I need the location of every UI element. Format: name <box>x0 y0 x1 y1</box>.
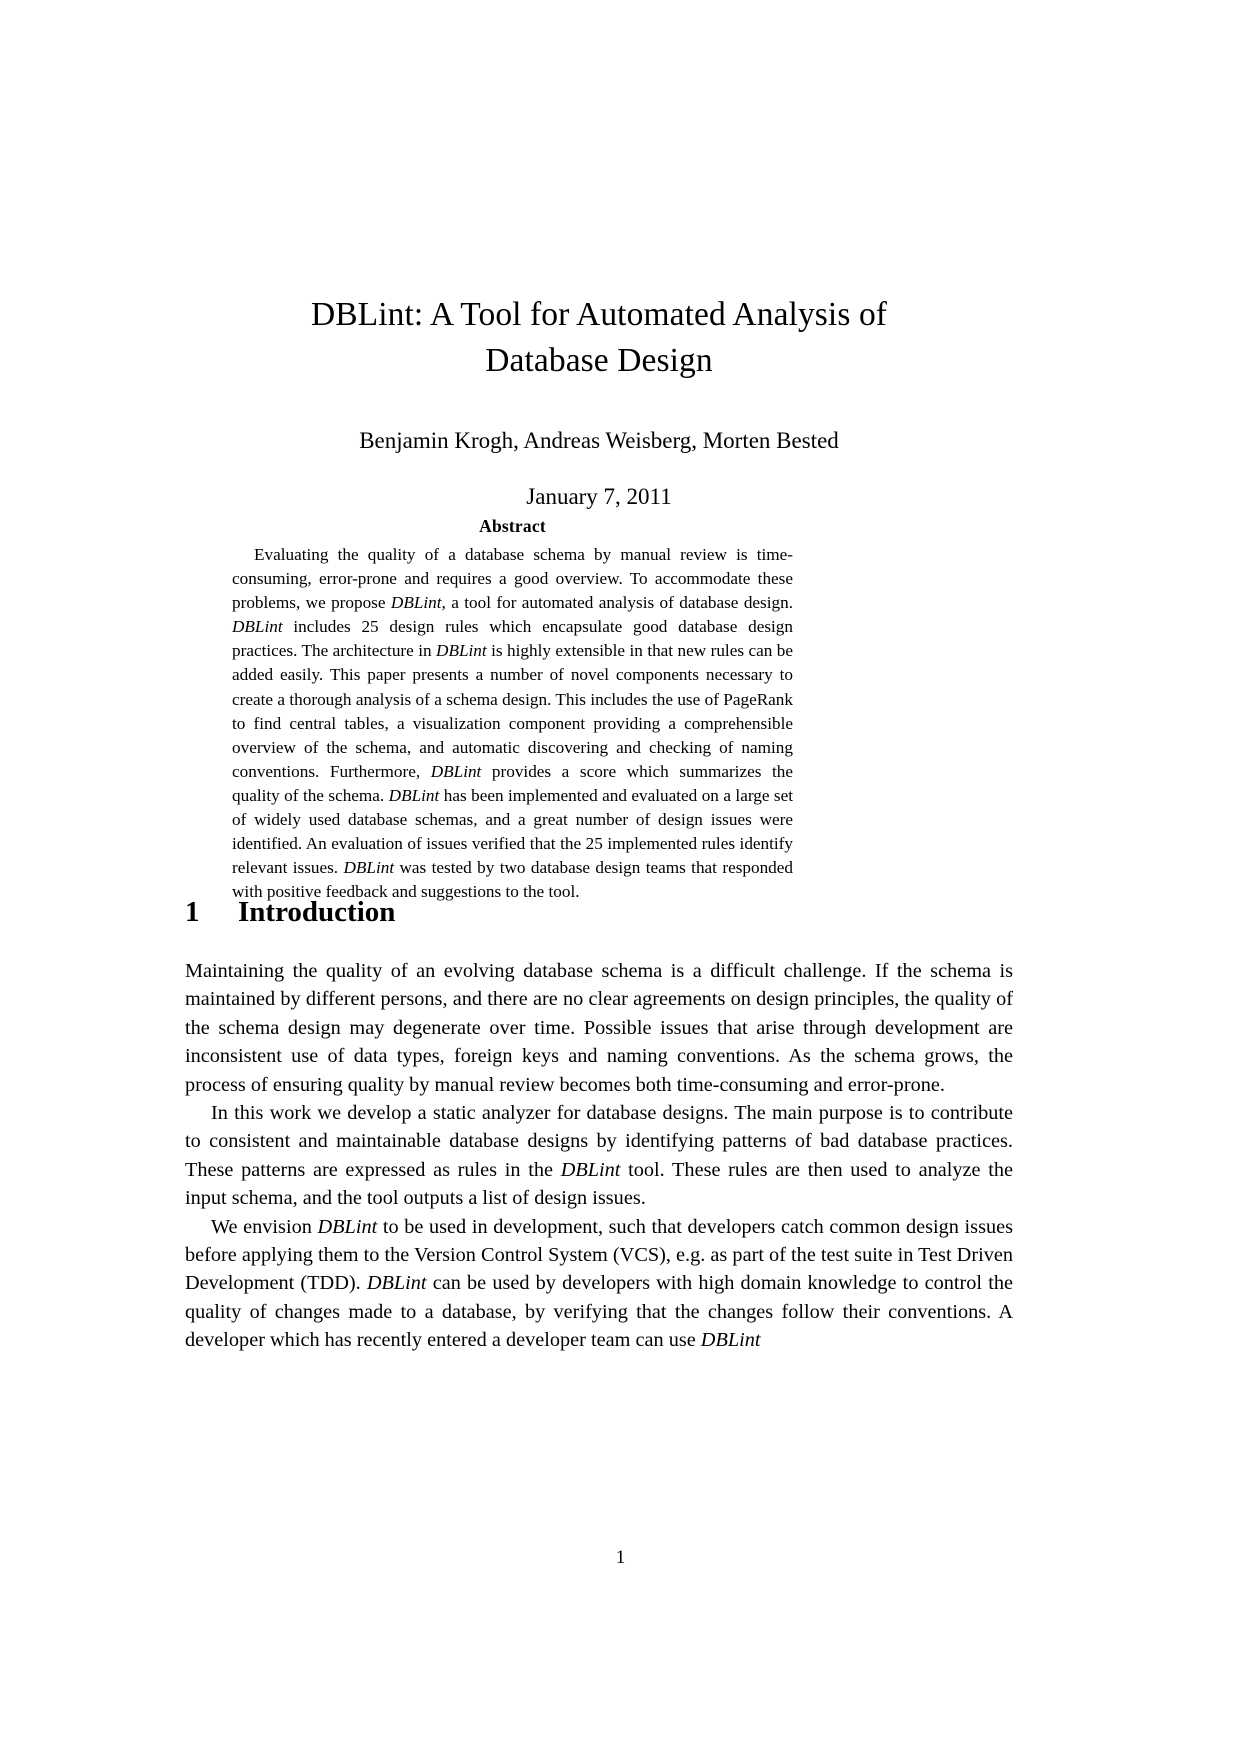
paragraph-3 <box>185 1213 1013 1355</box>
abstract-body <box>232 543 793 904</box>
tool-name-mention: DBLint <box>700 1329 761 1352</box>
author-list: Benjamin Krogh, Andreas Weisberg, Morten Bested <box>359 428 839 453</box>
title-line-2: Database Design <box>485 342 713 379</box>
tool-name-mention: DBLint <box>343 858 395 878</box>
paragraph-1: Maintaining the quality of an evolving database schema is a difficult challenge. If the schema is maintained by different persons, and there are no clear agreements on design principles, the quality of the schema design may degenerate over time. Possible issues that arise through development are inconsistent use of data types, foreign keys and naming conventions. As the schema grows, the process of ensuring quality by manual review becomes both time-consuming and error-prone. <box>185 960 1013 1096</box>
abstract-heading: Abstract <box>479 516 546 536</box>
tool-name-mention: DBLint <box>232 617 283 637</box>
publication-date: January 7, 2011 <box>526 484 672 509</box>
abstract-text-3: includes 25 design rules which encapsulate good database design practices. The architecture in <box>232 617 793 661</box>
tool-name-mention: DBLint <box>430 761 482 781</box>
abstract-text-5: provides a score which summarizes the quality of the schema. <box>232 761 793 805</box>
tool-name-mention: DBLint <box>390 593 442 613</box>
section-heading-introduction <box>185 894 1013 930</box>
abstract-text-1: Evaluating the quality of a database schema by manual review is time-consuming, error-prone and requires a good overview. To accommodate these problems, we propose <box>232 545 793 613</box>
title-block <box>185 292 1013 512</box>
paragraph-2-text-2: tool. These rules are then used to analyze the input schema, and the tool outputs a list of design issues. <box>185 1158 1013 1210</box>
paragraph-2-text-1: In this work we develop a static analyzer for database designs. The main purpose is to contribute to consistent and maintainable database designs by identifying patterns of bad database practices. These patterns are expressed as rules in the <box>185 1102 1013 1181</box>
paragraph-3-text-2: to be used in development, such that developers catch common design issues before applying them to the Version Control System (VCS), e.g. as part of the test suite in Test Driven Development (TDD). <box>185 1215 1013 1295</box>
page-number: 1 <box>615 1547 626 1568</box>
section-number: 1 <box>185 896 200 928</box>
page-title <box>185 292 1013 384</box>
paragraph-3-text-1: We envision <box>211 1215 318 1238</box>
abstract-text-2: , a tool for automated analysis of database design. <box>441 593 793 613</box>
tool-name-mention: DBLint <box>317 1215 378 1238</box>
abstract-text-4: is highly extensible in that new rules can be added easily. This paper presents a number of novel components necessary to create a thorough analysis of a schema design. This includes the use of PageRank to find central tables, a visualization component providing a comprehensible overview of the schema, and automatic discovering and checking of naming conventions. Furthermore, <box>232 641 793 781</box>
introduction-body <box>185 957 1013 1355</box>
tool-name-mention: DBLint <box>436 641 487 661</box>
paragraph-2 <box>185 1099 1013 1213</box>
abstract-section <box>232 516 793 904</box>
tool-name-mention: DBLint <box>560 1158 621 1181</box>
abstract-text-7: was tested by two database design teams that responded with positive feedback and suggestions to the tool. <box>232 858 793 902</box>
section-title: Introduction <box>238 896 396 928</box>
tool-name-mention: DBLint <box>388 785 440 805</box>
title-line-1: DBLint: A Tool for Automated Analysis of <box>310 296 888 333</box>
tool-name-mention: DBLint <box>366 1272 427 1295</box>
abstract-text-6: has been implemented and evaluated on a large set of widely used database schemas, and a great number of design issues were identified. An evaluation of issues verified that the 25 implemented rules identify relevant issues. <box>232 785 793 878</box>
paragraph-3-text-3: can be used by developers with high domain knowledge to control the quality of changes made to a database, by verifying that the changes follow their conventions. A developer which has recently entered a developer team can use <box>185 1272 1013 1352</box>
